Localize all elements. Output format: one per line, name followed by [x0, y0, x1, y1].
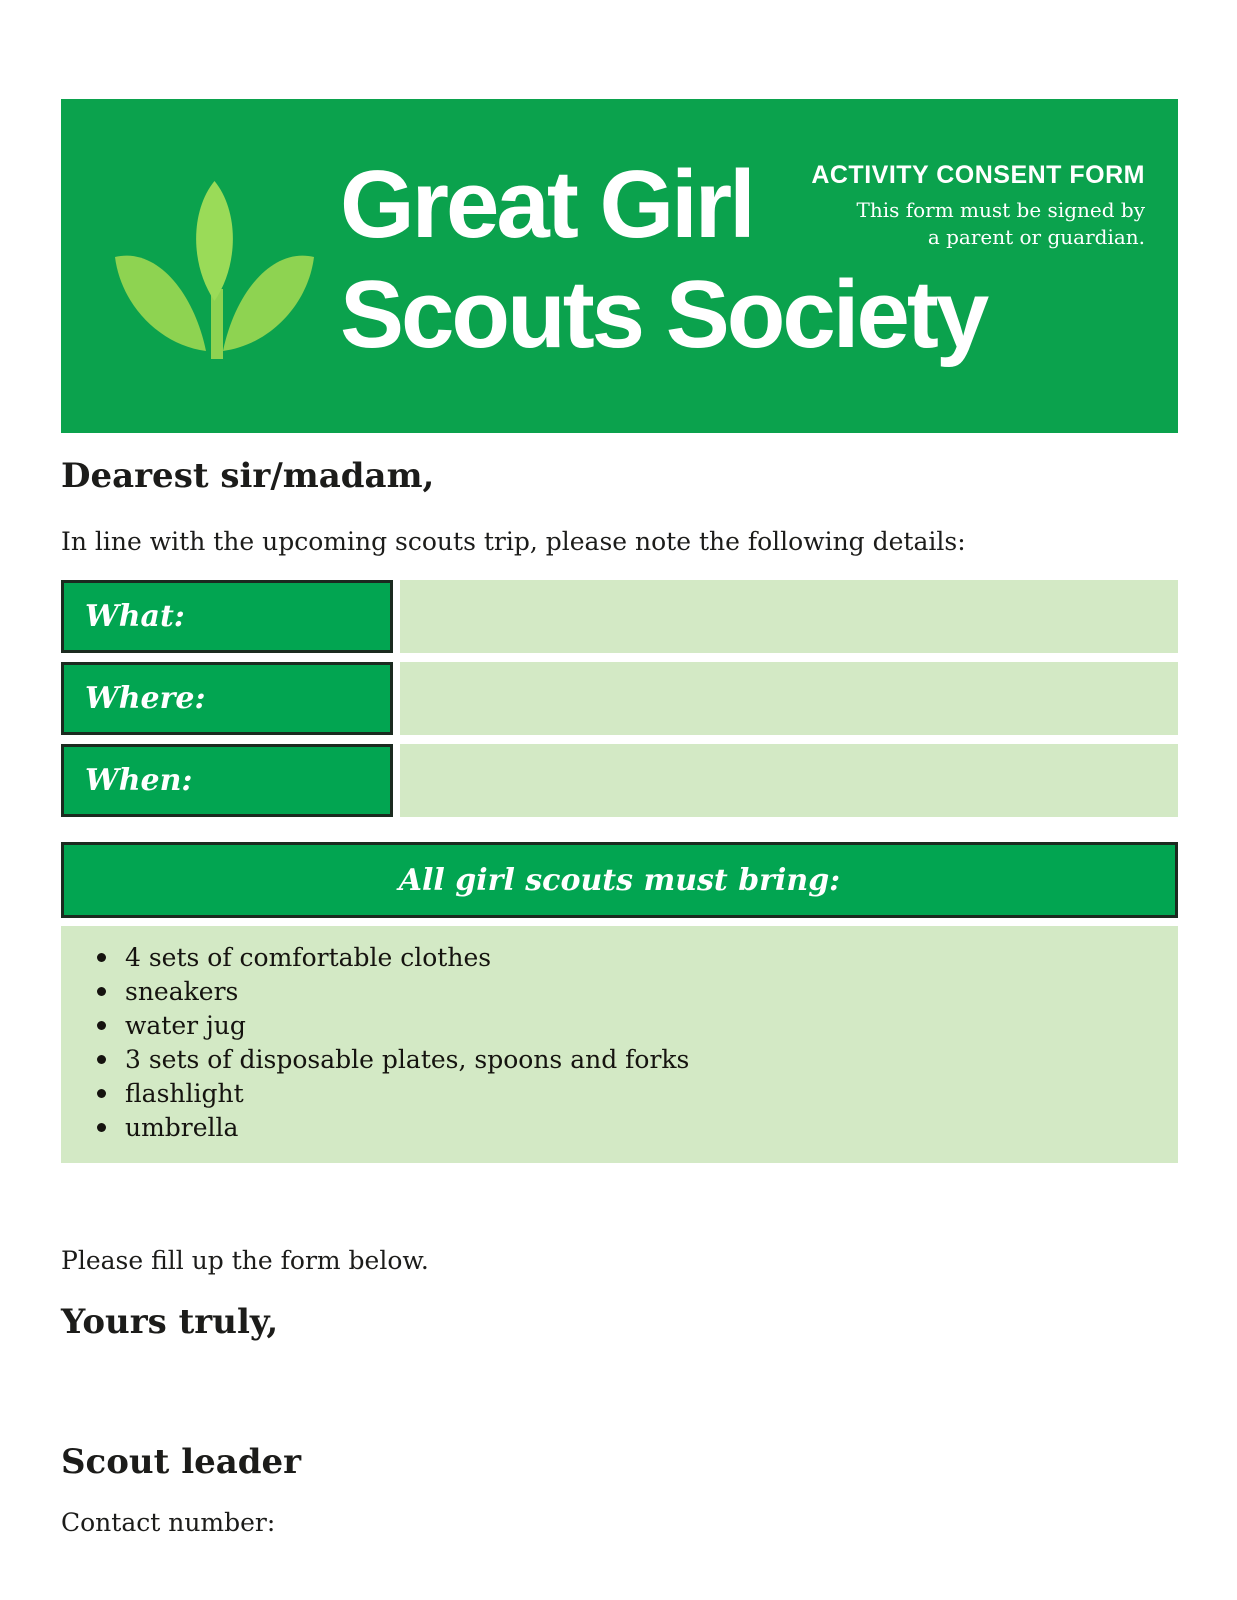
form-note-line1: This form must be signed by	[856, 198, 1145, 222]
bring-section-box	[61, 926, 1178, 1163]
bring-item: flashlight	[97, 1077, 1178, 1111]
organization-title-line2: Scouts Society	[340, 261, 987, 368]
scout-leaf-logo-icon	[112, 181, 317, 363]
bring-item: water jug	[97, 1009, 1178, 1043]
closing: Yours truly,	[61, 1302, 279, 1342]
bring-section-header: All girl scouts must bring:	[61, 842, 1178, 918]
detail-value-what[interactable]	[400, 580, 1178, 653]
bring-item: 4 sets of comfortable clothes	[97, 941, 1178, 975]
organization-title-line1: Great Girl	[340, 151, 753, 258]
detail-label-where: Where:	[61, 662, 393, 735]
bring-item: sneakers	[97, 975, 1178, 1009]
form-label-block	[811, 161, 1145, 251]
contact-number-label: Contact number:	[61, 1508, 276, 1537]
form-note-line2: a parent or guardian.	[927, 225, 1145, 249]
bring-items-list	[61, 941, 1178, 1145]
salutation: Dearest sir/madam,	[61, 456, 435, 496]
detail-value-when[interactable]	[400, 744, 1178, 817]
bring-item: umbrella	[97, 1111, 1178, 1145]
form-label: ACTIVITY CONSENT FORM	[811, 161, 1145, 189]
intro-text: In line with the upcoming scouts trip, please note the following details:	[61, 527, 966, 556]
banner	[61, 99, 1178, 433]
bring-item: 3 sets of disposable plates, spoons and forks	[97, 1043, 1178, 1077]
detail-label-when: When:	[61, 744, 393, 817]
detail-label-what: What:	[61, 580, 393, 653]
form-note	[811, 197, 1145, 251]
fill-form-note: Please fill up the form below.	[61, 1246, 429, 1275]
signature-name: Scout leader	[61, 1442, 302, 1482]
detail-value-where[interactable]	[400, 662, 1178, 735]
